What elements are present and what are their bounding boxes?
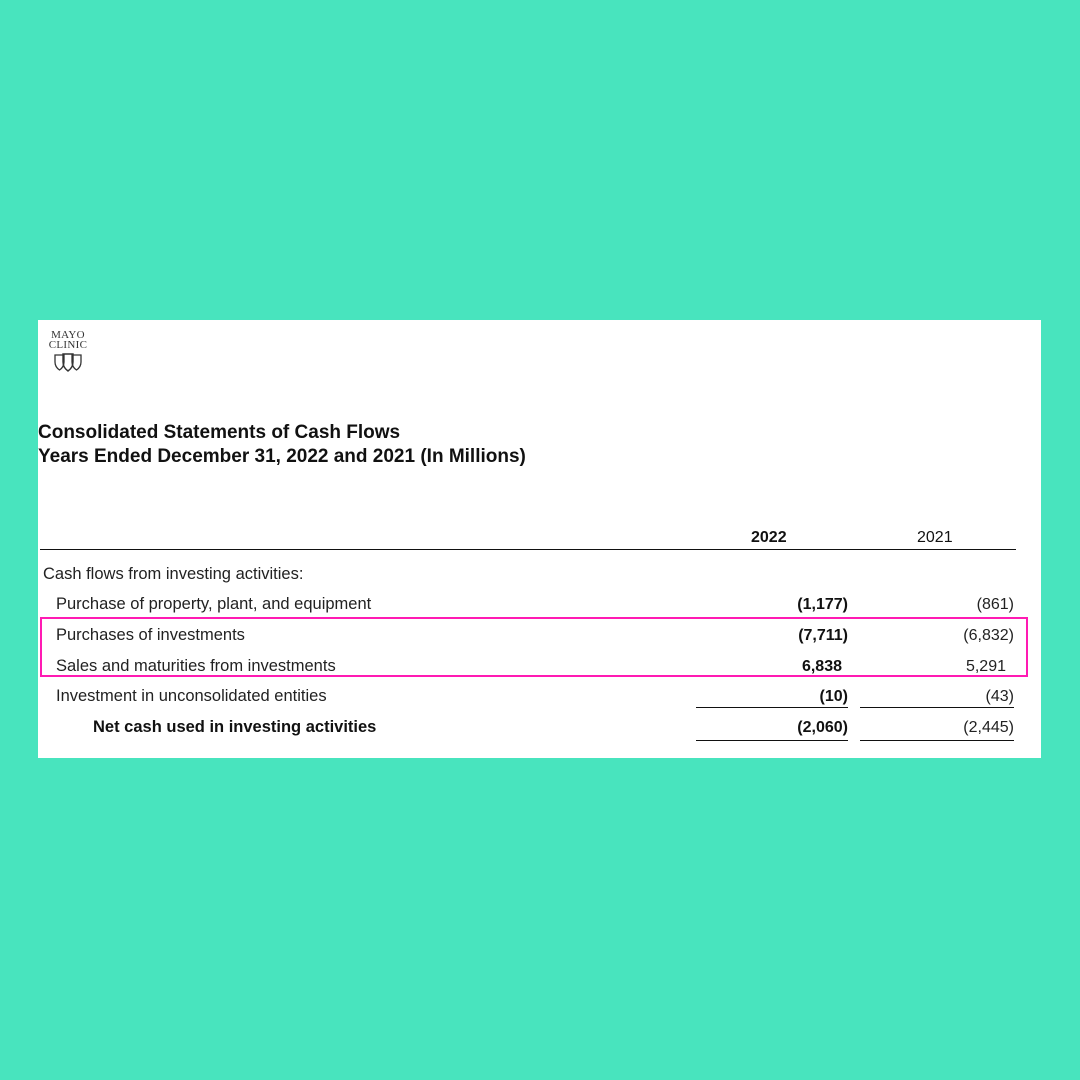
highlight-box — [40, 617, 1028, 677]
section-heading: Cash flows from investing activities: — [43, 565, 304, 583]
row-label-sales-maturities: Sales and maturities from investments — [56, 657, 336, 675]
row-value-2021: (6,832) — [963, 627, 1014, 644]
subtotal-underline-2021 — [860, 707, 1014, 708]
row-label-unconsolidated-entities: Investment in unconsolidated entities — [56, 687, 327, 705]
mayo-clinic-logo — [45, 330, 91, 372]
column-header-2022: 2022 — [751, 529, 787, 546]
row-value-2021: 5,291 — [965, 658, 1006, 675]
subtotal-underline-2022 — [696, 707, 848, 708]
row-label-purchases-investments: Purchases of investments — [56, 626, 245, 644]
total-underline-2021 — [860, 740, 1014, 741]
statement-subtitle: Years Ended December 31, 2022 and 2021 (In Millions) — [38, 446, 526, 467]
row-value-2022: (10) — [819, 688, 848, 705]
total-value-2021: (2,445) — [963, 719, 1014, 736]
total-underline-2022 — [696, 740, 848, 741]
row-value-2021: (861) — [976, 596, 1014, 613]
column-header-2021: 2021 — [917, 529, 953, 546]
logo-text-clinic: CLINIC — [48, 339, 88, 351]
three-shields-icon — [53, 352, 83, 372]
total-value-2022: (2,060) — [797, 719, 848, 736]
total-label: Net cash used in investing activities — [93, 718, 377, 736]
row-value-2022: 6,838 — [801, 658, 842, 675]
header-divider — [40, 549, 1016, 550]
row-value-2022: (1,177) — [797, 596, 848, 613]
row-value-2021: (43) — [985, 688, 1014, 705]
statement-title: Consolidated Statements of Cash Flows — [38, 422, 401, 443]
financial-statement — [38, 320, 1041, 758]
row-value-2022: (7,711) — [798, 627, 848, 644]
row-label-property-equipment: Purchase of property, plant, and equipment — [56, 595, 372, 613]
statement-title-block — [38, 421, 526, 469]
logo-text-mayo: MAYO — [51, 329, 85, 341]
